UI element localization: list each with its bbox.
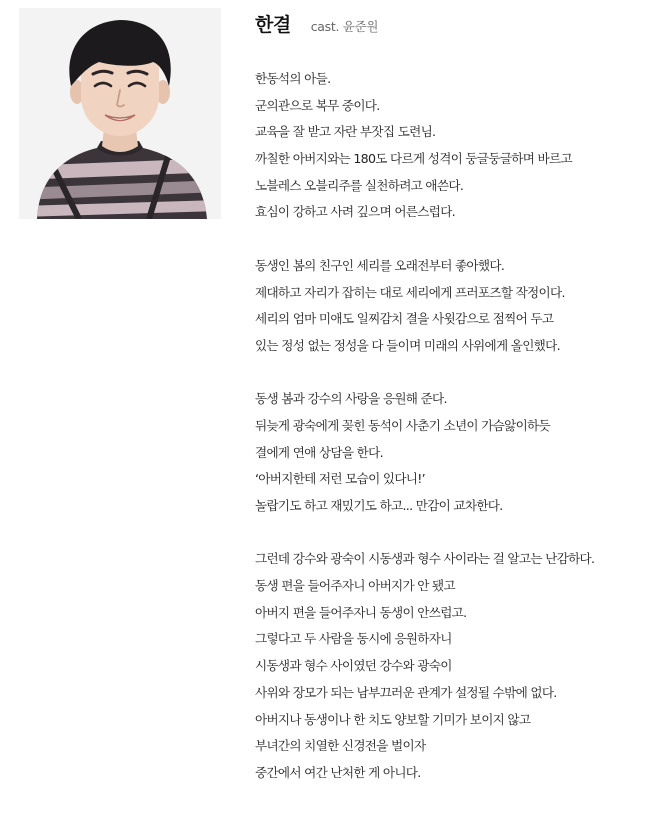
bio-paragraph-1: [255, 66, 659, 226]
bio-line: 놀랍기도 하고 재밌기도 하고... 만감이 교차한다.: [255, 498, 503, 513]
bio-line: 세리의 엄마 미애도 일찌감치 결을 사윗감으로 점찍어 두고: [255, 311, 554, 327]
bio-line: 결에게 연애 상담을 한다.: [255, 444, 383, 460]
character-profile: [255, 10, 659, 813]
character-name: 한결: [255, 14, 291, 36]
character-photo: [19, 8, 221, 219]
bio-line: 중간에서 여간 난처한 게 아니다.: [255, 764, 421, 780]
bio-line: 동생 봄과 강수의 사랑을 응원해 준다.: [255, 391, 447, 407]
bio-line: 시동생과 형수 사이였던 강수와 광숙이: [255, 658, 452, 674]
bio-line: 그렇다고 두 사람을 동시에 응원하자니: [255, 631, 452, 647]
bio-paragraph-3: [255, 386, 659, 519]
actor-portrait-photo: [19, 8, 221, 219]
bio-line: 한동석의 아들.: [255, 71, 331, 86]
bio-line: 부녀간의 치열한 신경전을 벌이자: [255, 738, 426, 754]
bio-paragraph-4: [255, 546, 659, 786]
bio-line: 효심이 강하고 사려 깊으며 어른스럽다.: [255, 204, 455, 220]
character-description: [255, 66, 659, 787]
bio-line: 아버지나 동생이나 한 치도 양보할 기미가 보이지 않고: [255, 711, 531, 727]
bio-line: 교육을 잘 받고 자란 부잣집 도련님.: [255, 124, 436, 140]
bio-line: 아버지 편을 들어주자니 동생이 안쓰럽고.: [255, 604, 467, 620]
bio-line: 군의관으로 복무 중이다.: [255, 97, 380, 113]
profile-header: [255, 10, 659, 38]
bio-line: 사위와 장모가 되는 남부끄러운 관계가 설정될 수밖에 없다.: [255, 684, 557, 700]
bio-line: 뒤늦게 광숙에게 꽂힌 동석이 사춘기 소년이 가슴앓이하듯: [255, 417, 550, 433]
bio-line: 있는 정성 없는 정성을 다 들이며 미래의 사위에게 올인했다.: [255, 337, 560, 353]
bio-line: 노블레스 오블리주를 실천하려고 애쓴다.: [255, 177, 464, 193]
bio-line: 그런데 강수와 광숙이 시동생과 형수 사이라는 걸 알고는 난감하다.: [255, 551, 595, 567]
bio-paragraph-2: [255, 253, 659, 360]
bio-line: 동생 편을 들어주자니 아버지가 안 됐고: [255, 578, 455, 594]
cast-label: cast. 윤준원: [310, 19, 379, 34]
bio-line: 동생인 봄의 친구인 세리를 오래전부터 좋아했다.: [255, 257, 505, 273]
bio-line: ‘아버지한테 저런 모습이 있다니!’: [255, 471, 425, 487]
bio-line: 까칠한 아버지와는 180도 다르게 성격이 둥글둥글하며 바르고: [255, 151, 572, 167]
bio-line: 제대하고 자리가 잡히는 대로 세리에게 프러포즈할 작정이다.: [255, 284, 565, 300]
